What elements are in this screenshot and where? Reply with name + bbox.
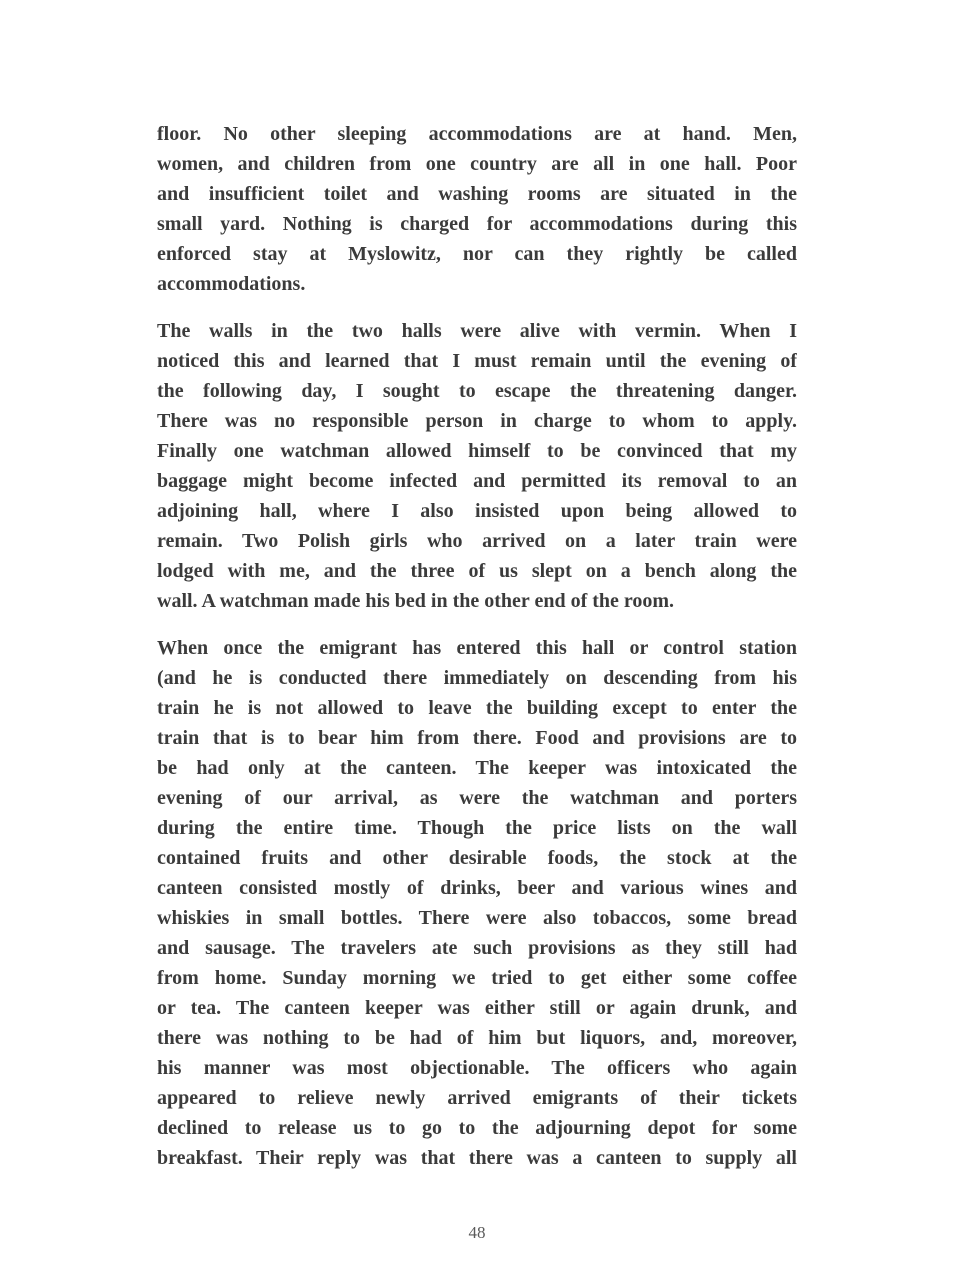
text-line: Finally one watchman allowed himself to be convinced that my xyxy=(157,440,797,462)
text-line: whiskies in small bottles. There were also tobaccos, some bread xyxy=(157,907,797,929)
text-line: be had only at the canteen. The keeper was intoxicated the xyxy=(157,757,797,779)
text-line: floor. No other sleeping accommodations are at hand. Men, xyxy=(157,123,797,145)
text-line: remain. Two Polish girls who arrived on a later train were xyxy=(157,530,797,552)
text-line: and sausage. The travelers ate such provisions as they still had xyxy=(157,937,797,959)
text-line: breakfast. Their reply was that there was a canteen to supply all xyxy=(157,1147,797,1169)
text-line: train he is not allowed to leave the building except to enter the xyxy=(157,697,797,719)
text-line: baggage might become infected and permitted its removal to an xyxy=(157,470,797,492)
text-line: When once the emigrant has entered this hall or control station xyxy=(157,637,797,659)
page-number: 48 xyxy=(468,1223,486,1242)
text-line: evening of our arrival, as were the watchman and porters xyxy=(157,787,797,809)
text-line: during the entire time. Though the price lists on the wall xyxy=(157,817,797,839)
text-line: canteen consisted mostly of drinks, beer and various wines and xyxy=(157,877,797,899)
text-line: his manner was most objectionable. The officers who again xyxy=(157,1057,797,1079)
paragraph xyxy=(157,119,797,299)
text-line: (and he is conducted there immediately on descending from his xyxy=(157,667,797,689)
text-line: there was nothing to be had of him but liquors, and, moreover, xyxy=(157,1027,797,1049)
paragraph xyxy=(157,633,797,1173)
text-line: or tea. The canteen keeper was either still or again drunk, and xyxy=(157,997,797,1019)
text-line: enforced stay at Myslowitz, nor can they rightly be called xyxy=(157,243,797,265)
text-line: women, and children from one country are all in one hall. Poor xyxy=(157,153,797,175)
text-line: appeared to relieve newly arrived emigrants of their tickets xyxy=(157,1087,797,1109)
text-line: lodged with me, and the three of us slept on a bench along the xyxy=(157,560,797,582)
text-line: from home. Sunday morning we tried to get either some coffee xyxy=(157,967,797,989)
text-line: adjoining hall, where I also insisted upon being allowed to xyxy=(157,500,797,522)
text-line: accommodations. xyxy=(157,273,306,295)
text-line: contained fruits and other desirable foods, the stock at the xyxy=(157,847,797,869)
text-line: small yard. Nothing is charged for accommodations during this xyxy=(157,213,797,235)
text-line: The walls in the two halls were alive with vermin. When I xyxy=(157,320,797,342)
paragraph xyxy=(157,316,797,616)
text-line: train that is to bear him from there. Food and provisions are to xyxy=(157,727,797,749)
text-line: the following day, I sought to escape the threatening danger. xyxy=(157,380,797,402)
text-line: noticed this and learned that I must remain until the evening of xyxy=(157,350,797,372)
text-line: There was no responsible person in charge to whom to apply. xyxy=(157,410,797,432)
text-line: wall. A watchman made his bed in the other end of the room. xyxy=(157,590,675,612)
text-line: and insufficient toilet and washing rooms are situated in the xyxy=(157,183,797,205)
body-text xyxy=(157,119,797,1173)
text-line: declined to release us to go to the adjourning depot for some xyxy=(157,1117,797,1139)
